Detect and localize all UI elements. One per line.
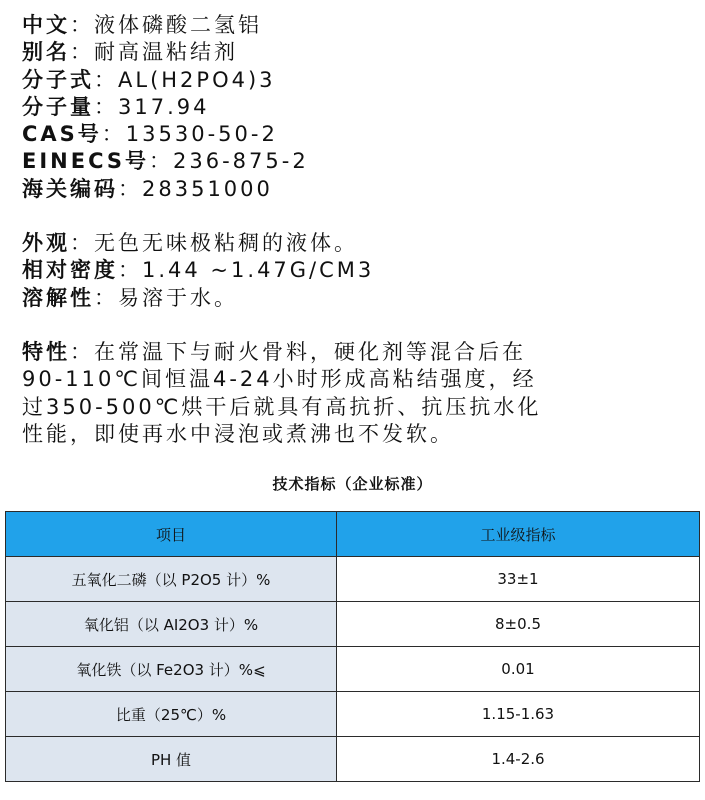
prop-line-solubility: 溶解性：易溶于水。 [22,285,238,310]
spacer [22,312,541,339]
table-row [6,647,700,692]
info-line-formula: 分子式：AL(H2PO4)3 [22,67,276,92]
cell-value: 1.4-2.6 [337,737,700,782]
cell-item: PH 值 [6,737,337,782]
cell-item: 比重（25℃）% [6,692,337,737]
prop-line-appearance: 外观：无色无味极粘稠的液体。 [22,231,358,256]
properties-block [22,230,541,312]
cell-value: 8±0.5 [337,602,700,647]
cell-item: 五氧化二磷（以 P2O5 计）% [6,557,337,602]
cell-item: 氧化铁（以 Fe2O3 计）%⩽ [6,647,337,692]
feature-line: 性能，即使再水中浸泡或煮沸也不发软。 [22,421,454,446]
table-title: 技术指标（企业标准） [272,475,433,493]
feature-paragraph [22,339,541,448]
table-row [6,557,700,602]
info-line-hs-code: 海关编码：28351000 [22,176,273,201]
table-row [6,692,700,737]
info-line-molecular-weight: 分子量：317.94 [22,94,210,119]
table-row [6,602,700,647]
product-info [22,12,541,448]
feature-line: 特性：在常温下与耐火骨料，硬化剂等混合后在 [22,339,526,364]
cell-value: 33±1 [337,557,700,602]
header-spec: 工业级指标 [337,512,700,557]
table-header-row [6,512,700,557]
feature-line: 90-110℃间恒温4-24小时形成高粘结强度，经 [22,367,537,392]
header-item: 项目 [6,512,337,557]
spacer [22,203,541,230]
cell-value: 1.15-1.63 [337,692,700,737]
feature-line: 过350-500℃烘干后就具有高抗折、抗压抗水化 [22,394,542,419]
cell-item: 氧化铝（以 AI2O3 计）% [6,602,337,647]
cell-value: 0.01 [337,647,700,692]
info-line-einecs: EINECS号：236-875-2 [22,149,309,174]
basic-info-block [22,12,541,203]
info-line-cas: CAS号：13530-50-2 [22,122,278,147]
prop-line-density: 相对密度：1.44 ~1.47G/CM3 [22,258,375,283]
spec-table [5,511,700,782]
table-row [6,737,700,782]
info-line-alias: 别名：耐高温粘结剂 [22,40,238,65]
info-line-chinese-name: 中文：液体磷酸二氢铝 [22,13,262,37]
